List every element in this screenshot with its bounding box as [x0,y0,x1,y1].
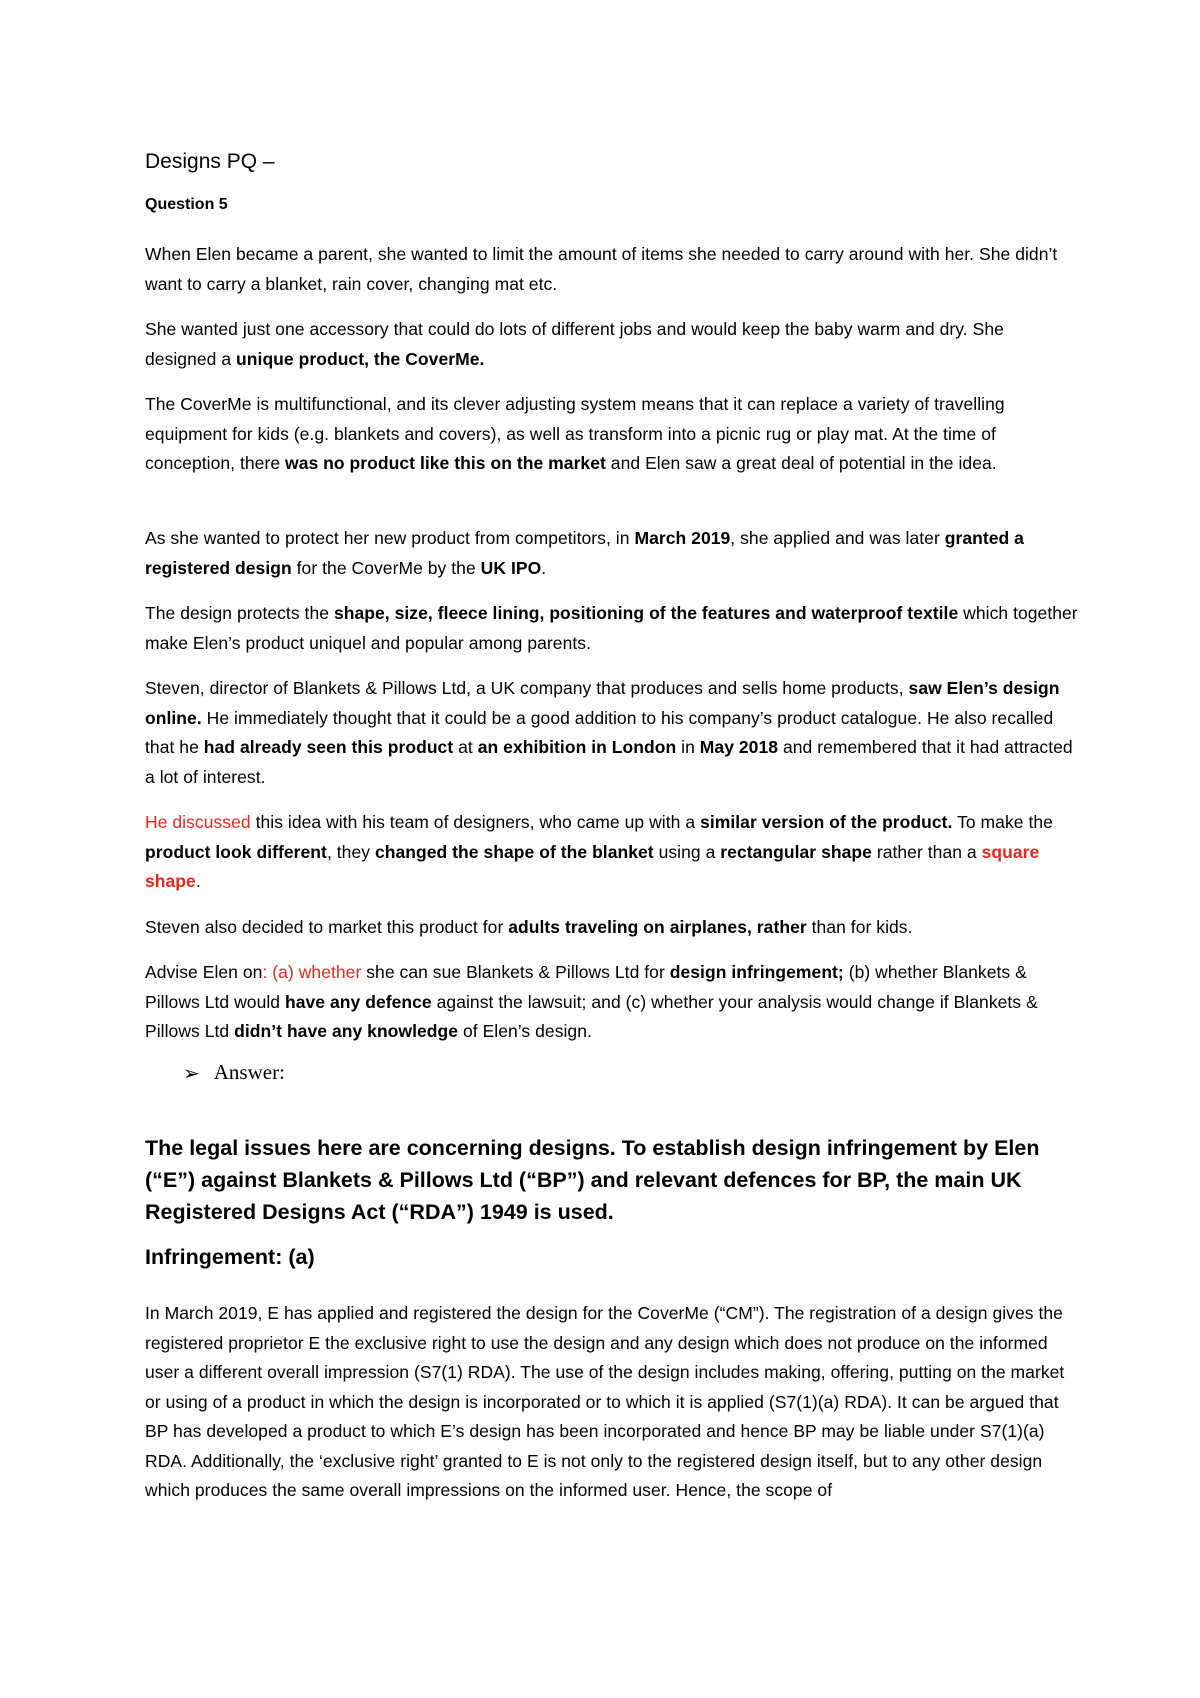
bold-run: UK IPO [480,557,542,578]
bold-run: an exhibition in London [477,737,677,757]
red-text-run: He discussed [145,812,251,832]
bold-run: saw Elen’s design online. [145,678,1060,728]
question-paragraph-9 [145,958,1080,1047]
text-run: using a [653,841,721,862]
text-run: Steven, director of Blankets & Pillows Ltd, a UK company that produces and sells home products, [145,678,909,698]
text-run: rather than a [871,841,982,862]
text-run: and Elen saw a great deal of potential in the idea. [605,453,997,473]
text-run: against the lawsuit; and (c) whether your analysis would change if Blankets & Pillows Ltd [145,991,1038,1041]
bold-run: had already seen this product [203,737,454,757]
question-paragraph-1 [145,240,1080,299]
text-run: , she applied and was later [730,528,945,548]
red-bold-run: square shape [145,841,1040,891]
text-run: She wanted just one accessory that could do lots of different jobs and would keep the baby warm and dry. She designed a [145,319,1004,369]
bold-run: rectangular shape [720,841,872,862]
bold-run: May 2018 [699,737,779,757]
text-run: for the CoverMe by the [291,557,481,578]
text-run: , they [326,841,375,862]
text-run: Advise Elen on [145,962,263,982]
text-run: . [541,557,547,578]
bold-run: unique product, the CoverMe. [236,348,485,369]
bold-run: March 2019 [634,528,731,548]
text-run: of Elen’s design. [458,1021,592,1041]
text-run: in [676,737,700,757]
bold-run: was no product like this on the market [285,453,606,473]
question-paragraph-3 [145,390,1080,479]
text-run: and remembered that it had attracted a lot of interest. [145,737,1073,787]
infringement-body: In March 2019, E has applied and registered the design for the CoverMe (“CM”). The registration of a design gives the registered proprietor E the exclusive right to use the design and any design which does not produce on the informed user a different overall impression (S7(1) RDA). The use of the design includes making, offering, putting on the market or using of a product in which the design is incorporated or to which it is applied (S7(1)(a) RDA). It can be argued that BP has developed a product to which E’s design has been incorporated and hence BP may be liable under S7(1)(a) RDA. Additionally, the ‘exclusive right’ granted to E is not only to the registered design itself, but to any other design which produces the same overall impressions on the informed user. Hence, the scope of [145,1303,1065,1500]
bold-run: changed the shape of the blanket [374,841,654,862]
answer-label: Answer: [213,1060,285,1084]
question-heading: Question 5 [145,196,228,213]
answer-intro: The legal issues here are concerning designs. To establish design infringement by Elen (“E”) against Blankets & Pillows Ltd (“BP”) and relevant defences for BP, the main UK Registered Designs Act (“RDA”) 1949 is used. [145,1136,1040,1224]
bold-run: shape, size, fleece lining, positioning of the features and waterproof textile [333,603,959,623]
question-paragraph-2 [145,315,1080,374]
red-text-run: : (a) whether [262,962,362,982]
text-run: He immediately thought that it could be a good addition to his company’s product catalogue. He also recalled that he [145,707,1054,757]
text-run: The CoverMe is multifunctional, and its clever adjusting system means that it can replace a variety of travelling equipment for kids (e.g. blankets and covers), as well as transform into a picnic rug or play mat. At the time of conception, there [145,394,1005,473]
text-run: When Elen became a parent, she wanted to limit the amount of items she needed to carry around with her. She didn’t want to carry a blanket, rain cover, changing mat etc. [145,244,1058,294]
document-title: Designs PQ – [145,150,275,173]
text-run: The design protects the [145,603,334,623]
text-run: As she wanted to protect her new product from competitors, in [145,528,635,548]
bold-run: product look different [145,841,327,862]
text-run: (b) whether Blankets & Pillows Ltd would [145,962,1027,1012]
arrowhead-bullet-icon: ➢ [183,1060,200,1085]
bold-run: granted a registered design [145,528,1024,578]
bold-run: have any defence [285,991,432,1012]
bold-run: adults traveling on airplanes, rather [508,917,807,937]
question-paragraph-4 [145,524,1080,583]
text-run: than for kids. [806,917,913,937]
bold-run: similar version of the product. [700,812,953,832]
answer-bullet-row [183,1060,285,1085]
text-run: which together make Elen’s product uniquel and popular among parents. [145,603,1078,653]
text-run: at [453,737,478,757]
bold-run: didn’t have any knowledge [234,1021,459,1041]
question-paragraph-8 [145,913,913,943]
text-run: this idea with his team of designers, who came up with a [250,812,701,832]
bold-run: design infringement; [669,962,844,982]
question-paragraph-7 [145,808,1080,897]
question-paragraph-6 [145,674,1080,792]
text-run: To make the [952,812,1053,832]
text-run: . [195,871,201,891]
question-paragraph-5 [145,599,1080,658]
text-run: she can sue Blankets & Pillows Ltd for [361,962,670,982]
text-run: Steven also decided to market this product for [145,917,509,937]
infringement-heading: Infringement: (a) [145,1245,315,1269]
